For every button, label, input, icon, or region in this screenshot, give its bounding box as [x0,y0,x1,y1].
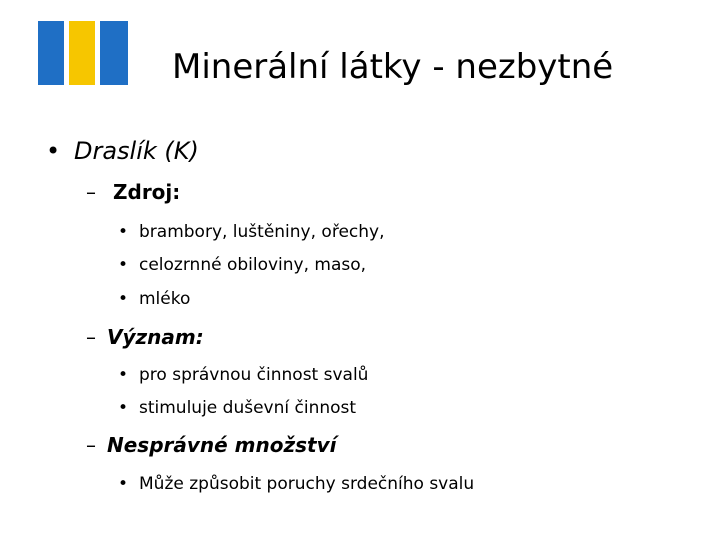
bullet-marker: • [118,255,129,275]
section-zdroj [86,179,180,205]
section-nespravne [86,432,337,458]
list-item: • pro správnou činnost svalů [118,365,369,385]
logo-bar-yellow [69,21,95,85]
list-item: • stimuluje duševní činnost [118,398,357,418]
bullet-heading [46,136,199,166]
bullet-marker: • [118,289,129,309]
logo [38,21,128,85]
bullet-marker: • [118,398,129,418]
dash-marker: – [86,433,96,457]
list-item: • Může způsobit poruchy srdečního svalu [118,474,475,494]
section-label: Nesprávné množství [107,433,337,457]
bullet-marker: • [118,222,129,242]
logo-bar-blue-left [38,21,64,85]
bullet-marker: • [118,474,129,494]
list-item: • brambory, luštěniny, ořechy, [118,222,385,242]
heading-text: Draslík (K) [74,137,199,165]
logo-bar-blue-right [100,21,128,85]
slide-title: Minerální látky - nezbytné [172,47,614,87]
bullet-marker: • [118,365,129,385]
list-item: • celozrnné obiloviny, maso, [118,255,367,275]
dash-marker: – [86,325,96,349]
list-item: • mléko [118,289,191,309]
dash-marker: – [86,180,96,204]
section-vyznam [86,324,204,350]
bullet-marker: • [46,137,61,165]
section-label: Zdroj: [113,180,181,204]
section-label: Význam: [107,325,204,349]
